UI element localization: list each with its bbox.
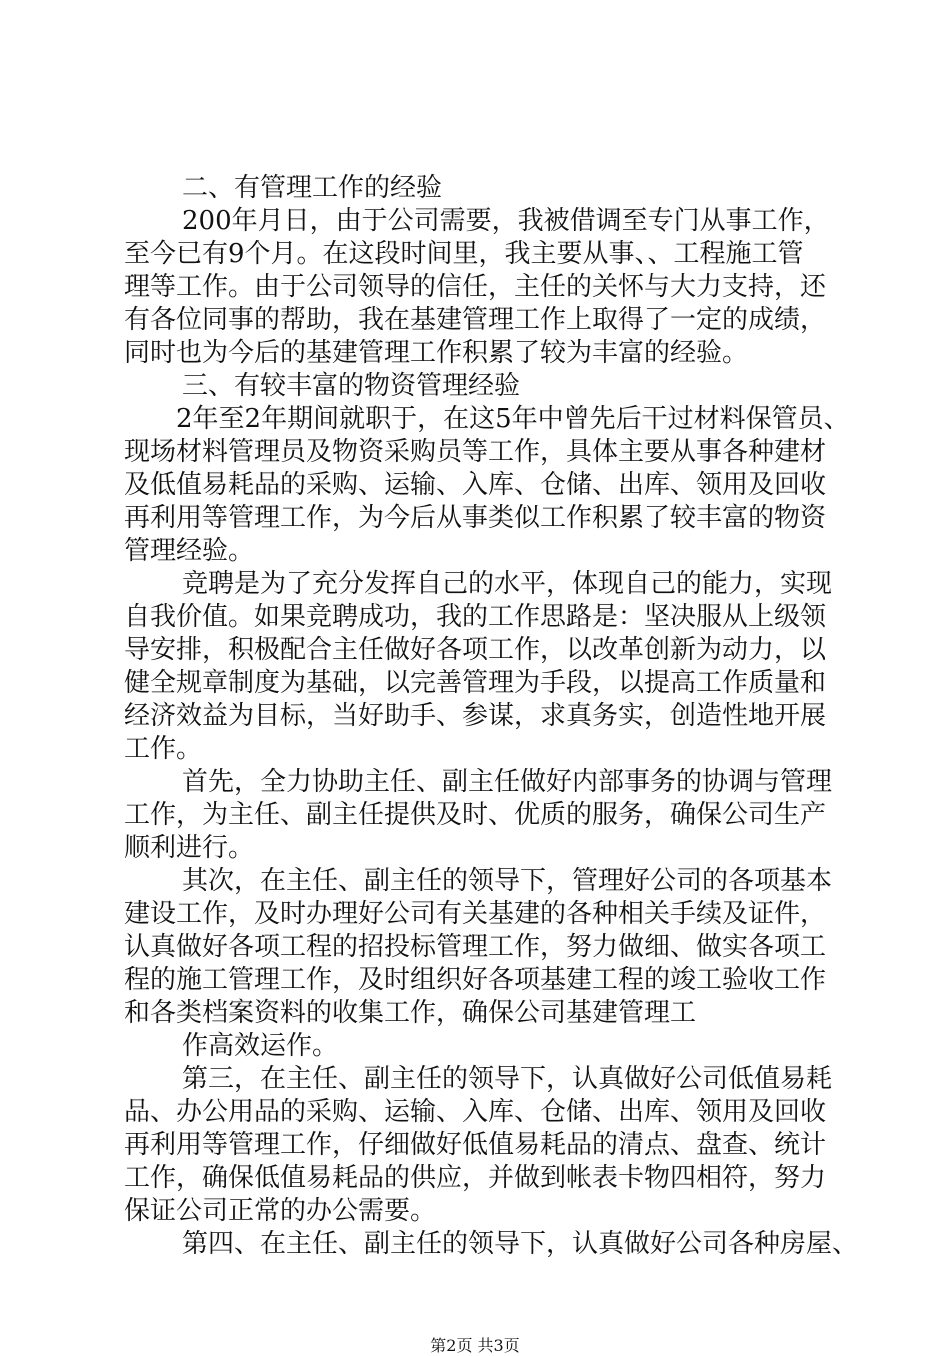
text-line: 和各类档案资料的收集工作，确保公司基建管理工 xyxy=(124,998,697,1028)
text-line: 经济效益为目标，当好助手、参谋，求真务实，创造性地开展 xyxy=(124,701,827,731)
text-line: 保证公司正常的办公需要。 xyxy=(124,1196,437,1226)
text-line: 竞聘是为了充分发挥自己的水平，体现自己的能力，实现 xyxy=(182,569,833,599)
text-line: 导安排，积极配合主任做好各项工作，以改革创新为动力，以 xyxy=(124,635,827,665)
page-number-footer: 第2页 共3页 xyxy=(430,1336,520,1355)
text-line: 品、办公用品的采购、运输、入库、仓储、出库、领用及回收 xyxy=(124,1097,827,1127)
text-line: 同时也为今后的基建管理工作积累了较为丰富的经验。 xyxy=(124,338,749,368)
text-line: 管理经验。 xyxy=(124,536,255,566)
text-line: 第三，在主任、副主任的领导下，认真做好公司低值易耗 xyxy=(182,1064,833,1094)
text-line: 认真做好各项工程的招投标管理工作，努力做细、做实各项工 xyxy=(124,932,827,962)
text-line: 程的施工管理工作，及时组织好各项基建工程的竣工验收工作 xyxy=(124,965,827,995)
text-line: 工作，为主任、副主任提供及时、优质的服务，确保公司生产 xyxy=(124,800,827,830)
text-line: 首先，全力协助主任、副主任做好内部事务的协调与管理 xyxy=(182,767,833,797)
text-line: 及低值易耗品的采购、运输、入库、仓储、出库、领用及回收 xyxy=(124,470,827,500)
text-line: 再利用等管理工作，为今后从事类似工作积累了较丰富的物资 xyxy=(124,503,827,533)
text-line: 顺利进行。 xyxy=(124,833,255,863)
text-line: 作高效运作。 xyxy=(182,1031,339,1061)
section-heading: 二、有管理工作的经验 xyxy=(182,173,443,203)
text-line: 其次，在主任、副主任的领导下，管理好公司的各项基本 xyxy=(182,866,833,896)
text-line: 再利用等管理工作，仔细做好低值易耗品的清点、盘查、统计 xyxy=(124,1130,827,1160)
text-line: 建设工作，及时办理好公司有关基建的各种相关手续及证件， xyxy=(124,899,827,929)
text-line: 有各位同事的帮助，我在基建管理工作上取得了一定的成绩， xyxy=(124,305,827,335)
text-line: 至今已有9个月。在这段时间里，我主要从事、、工程施工管 xyxy=(124,239,804,269)
text-line: 工作。 xyxy=(124,734,203,764)
text-line: 工作，确保低值易耗品的供应，并做到帐表卡物四相符，努力 xyxy=(124,1163,827,1193)
section-heading: 三、有较丰富的物资管理经验 xyxy=(182,371,521,401)
text-line: 200年月日，由于公司需要，我被借调至专门从事工作， xyxy=(182,206,830,236)
text-line: 自我价值。如果竞聘成功，我的工作思路是：坚决服从上级领 xyxy=(124,602,827,632)
text-line: 2年至2年期间就职于，在这5年中曾先后干过材料保管员、 xyxy=(176,404,850,434)
text-line: 现场材料管理员及物资采购员等工作，具体主要从事各种建材 xyxy=(124,437,827,467)
text-line: 第四、在主任、副主任的领导下，认真做好公司各种房屋、 xyxy=(182,1229,859,1259)
text-line: 理等工作。由于公司领导的信任，主任的关怀与大力支持，还 xyxy=(124,272,827,302)
text-line: 健全规章制度为基础，以完善管理为手段，以提高工作质量和 xyxy=(124,668,827,698)
